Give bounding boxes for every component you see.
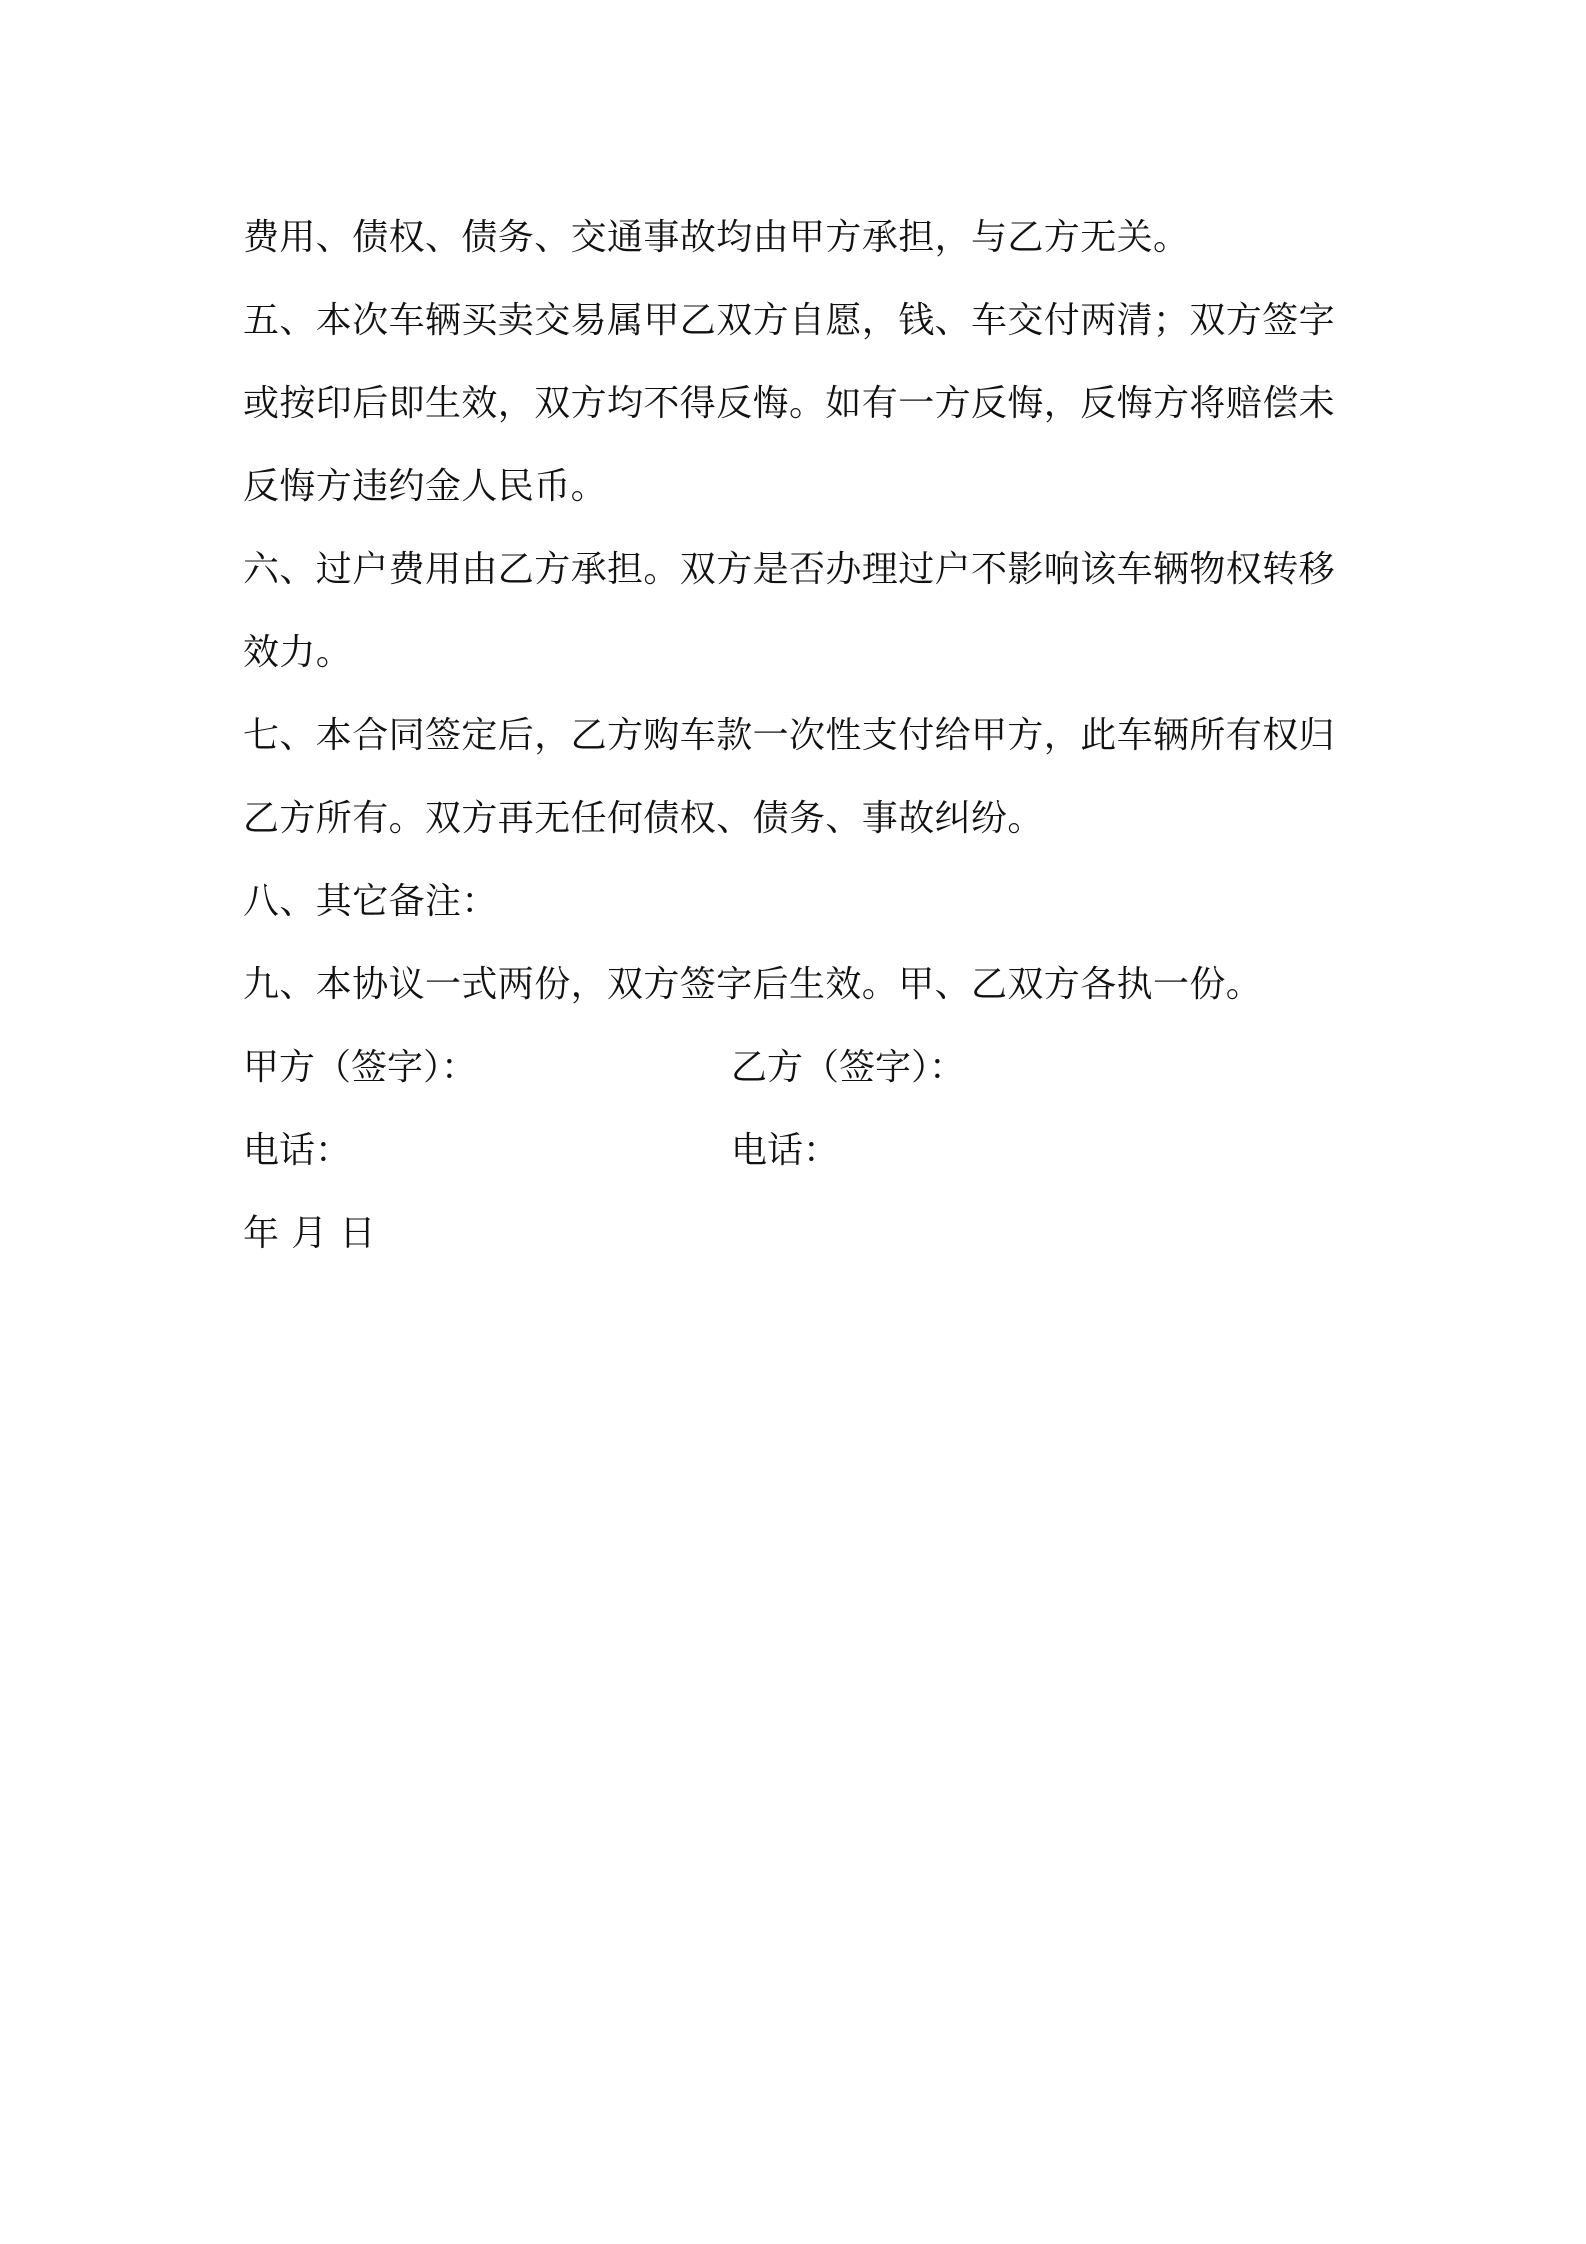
text-line-9: 八、其它备注： bbox=[243, 881, 498, 922]
text-line-10: 九、本协议一式两份，双方签字后生效。甲、乙双方各执一份。 bbox=[243, 964, 1263, 1005]
text-line-6: 效力。 bbox=[243, 632, 353, 673]
text-line-7: 七、本合同签定后，乙方购车款一次性支付给甲方，此车辆所有权归 bbox=[243, 715, 1336, 756]
party-a-phone-label: 电话： bbox=[243, 1130, 352, 1171]
text-line-2: 五、本次车辆买卖交易属甲乙双方自愿，钱、车交付两清；双方签字 bbox=[243, 300, 1336, 341]
text-line-5: 六、过户费用由乙方承担。双方是否办理过户不影响该车辆物权转移 bbox=[243, 549, 1336, 590]
signature-row bbox=[243, 1026, 1363, 1109]
phone-row bbox=[243, 1109, 1363, 1192]
party-a-signature-label: 甲方（签字）： bbox=[243, 1047, 478, 1088]
text-line-1: 费用、债权、债务、交通事故均由甲方承担，与乙方无关。 bbox=[243, 217, 1190, 258]
date-line: 年 月 日 bbox=[243, 1213, 376, 1254]
party-b-signature-label: 乙方（签字）： bbox=[731, 1047, 966, 1088]
text-line-8: 乙方所有。双方再无任何债权、债务、事故纠纷。 bbox=[243, 798, 1044, 839]
text-line-3: 或按印后即生效，双方均不得反悔。如有一方反悔，反悔方将赔偿未 bbox=[243, 383, 1336, 424]
text-line-4: 反悔方违约金人民币。 bbox=[243, 466, 608, 507]
party-b-phone-label: 电话： bbox=[731, 1130, 840, 1171]
contract-body bbox=[243, 196, 1363, 1275]
